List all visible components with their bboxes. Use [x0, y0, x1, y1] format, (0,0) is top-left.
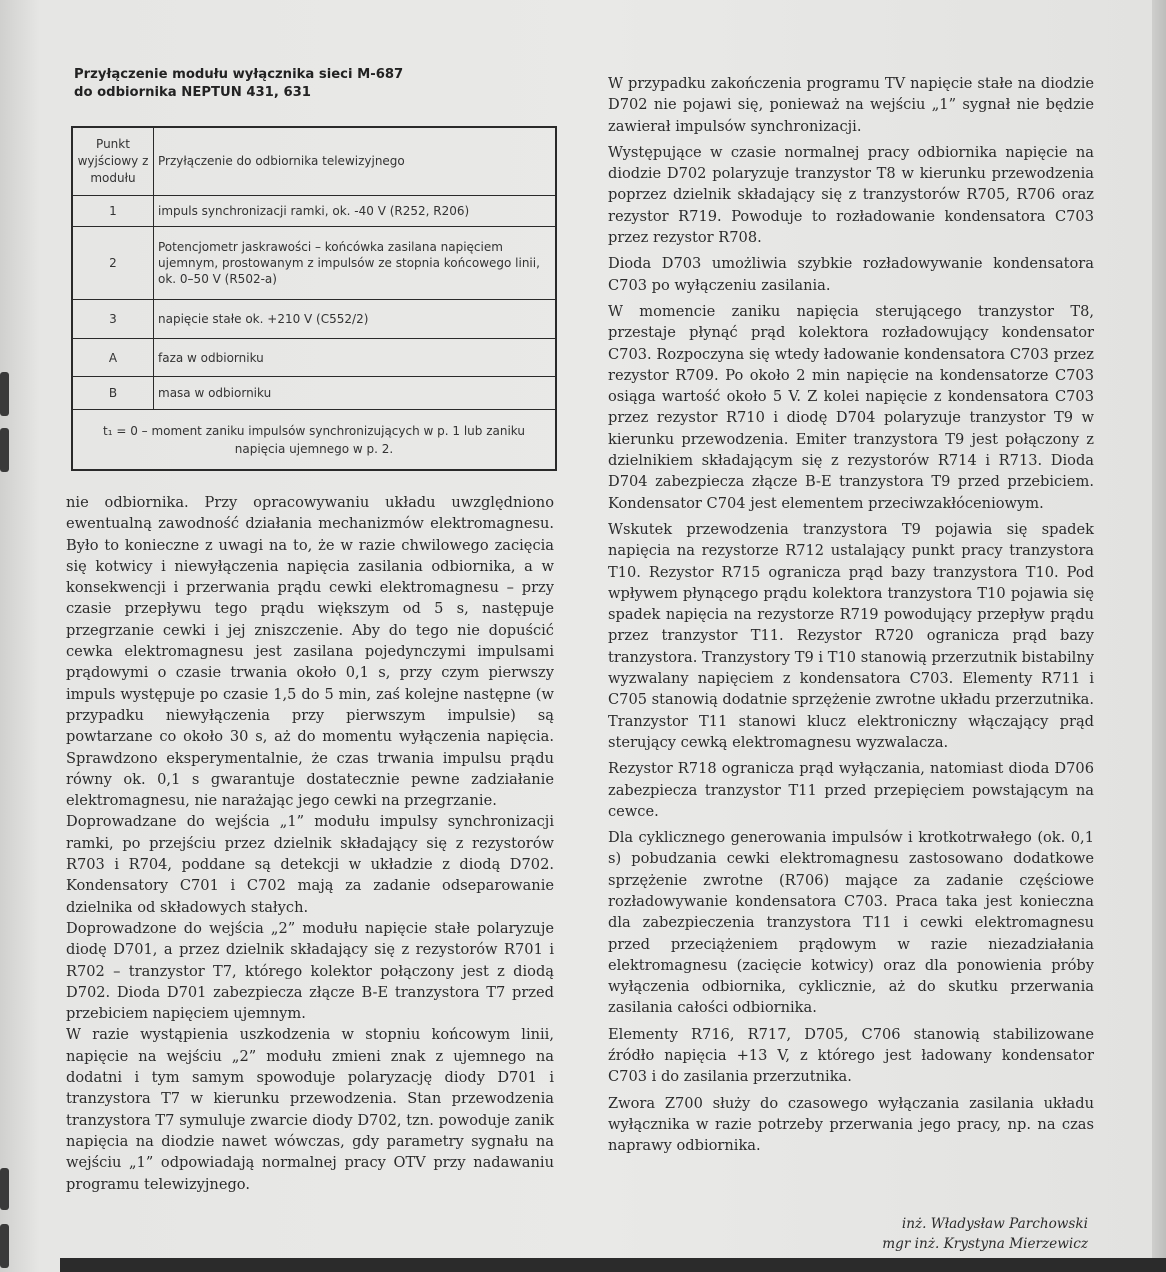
- caption-line-2: do odbiornika NEPTUN 431, 631: [74, 85, 311, 100]
- bottom-edge-band: [60, 1258, 1166, 1272]
- caption-line-1: Przyłączenie modułu wyłącznika sieci M-687: [74, 67, 404, 82]
- paragraph: W momencie zaniku napięcia sterującego tranzystor T8, przestaje płynąć prąd kolektora rozładowujący kondensator C703. Rozpoczyna się wtedy ładowanie kondensatora C703 przez rezystor R709. Po około 2 min napięcie na kondensatorze C703 osiąga wartość około 5 V. Z kolei napięcie z kondensatora C703 przez rezystor R710 i diodę D704 polaryzuje tranzystor T9 w kierunku przewodzenia. Emiter tranzystora T9 jest połączony z dzielnikiem składającym się z rezystorów R714 i R713. Dioda D704 zabezpiecza złącze B-E tranzystora T9 przed przebiciem. Kondensator C704 jest elementem przeciwzakłóceniowym.: [608, 302, 1094, 512]
- left-text-column: [66, 492, 554, 1195]
- table-row: [72, 226, 556, 299]
- table-row: [72, 195, 556, 226]
- author-2: mgr inż. Krystyna Mierzewicz: [882, 1236, 1088, 1252]
- page-edge: [1152, 0, 1166, 1272]
- paragraph: Doprowadzone do wejścia „2” modułu napięcie stałe polaryzuje diodę D701, a przez dzielnik składający się z rezystorów R701 i R702 – tranzystor T7, którego kolektor połączony jest z diodą D702. Dioda D701 zabezpiecza złącze B-E tranzystora T7 przed przebiciem napięciem ujemnym.: [66, 919, 554, 1023]
- paragraph: Dioda D703 umożliwia szybkie rozładowywanie kondensatora C703 po wyłączeniu zasilania.: [608, 255, 1094, 294]
- row-description: masa w odbiorniku: [154, 377, 557, 410]
- row-point: 2: [72, 226, 154, 299]
- paragraph: Dla cyklicznego generowania impulsów i krotkotrwałego (ok. 0,1 s) pobudzania cewki elektromagnesu zastosowano dodatkowe sprzężenie zwrotne (R706) mające za zadanie częściowe rozładowywanie kondensatora C703. Praca taka jest konieczna dla zabezpieczenia tranzystora T11 i cewki elektromagnesu przed przeciążeniem prądowym w razie niezadziałania elektromagnesu (zacięcie kotwicy) oraz dla ponowienia próby wyłączenia odbiornika, cyklicznie, aż do skutku przerwania zasilania całości odbiornika.: [608, 829, 1094, 1017]
- table-row: [72, 338, 556, 376]
- row-description: impuls synchronizacji ramki, ok. -40 V (R252, R206): [154, 195, 557, 226]
- binding-mark: [0, 1168, 9, 1210]
- right-text-column: [608, 73, 1094, 1162]
- paragraph: Wskutek przewodzenia tranzystora T9 pojawia się spadek napięcia na rezystorze R712 ustalający punkt pracy tranzystora T10. Rezystor R715 ogranicza prąd bazy tranzystora T10. Pod wpływem płynącego prądu kolektora tranzystora T10 pojawia się spadek napięcia na rezystorze R719 powodujący przepływ prądu przez tranzystor T11. Rezystor R720 ogranicza prąd bazy tranzystora. Tranzystory T9 i T10 stanowią przerzutnik bistabilny wyzwalany napięciem z kondensatora C703. Elementy R711 i C705 stanowią dodatnie sprzężenie zwrotne układu przerzutnika. Tranzystor T11 stanowi klucz elektroniczny włączający prąd sterujący cewką elektromagnesu wyzwalacza.: [608, 520, 1094, 751]
- row-description: faza w odbiorniku: [154, 338, 557, 376]
- connection-table: [71, 126, 557, 471]
- author-1: inż. Władysław Parchowski: [901, 1216, 1088, 1232]
- paragraph: Doprowadzane do wejścia „1” modułu impulsy synchronizacji ramki, po przejściu przez dzielnik składający się z rezystorów R703 i R704, poddane są detekcji w układzie z diodą D702. Kondensatory C701 i C702 mają za zadanie odseparowanie dzielnika od składowych stałych.: [66, 813, 554, 916]
- table-row: [72, 377, 556, 410]
- table-header-row: [72, 127, 556, 195]
- row-description: napięcie stałe ok. +210 V (C552/2): [154, 299, 557, 338]
- paragraph: Zwora Z700 służy do czasowego wyłączania zasilania układu wyłącznika w razie potrzeby przerwania jego pracy, np. na czas naprawy odbiornika.: [608, 1094, 1094, 1155]
- header-point: Punkt wyjściowy z modułu: [72, 127, 154, 195]
- row-description: Potencjometr jaskrawości – końcówka zasilana napięciem ujemnym, prostowanym z impulsów ze stopnia końcowego linii, ok. 0–50 V (R502-a): [154, 226, 557, 299]
- table-caption: [74, 66, 554, 102]
- paragraph: Elementy R716, R717, D705, C706 stanowią stabilizowane źródło napięcia +13 V, z którego jest ładowany kondensator C703 i do zasilania przerzutnika.: [608, 1025, 1094, 1086]
- table-note-row: [72, 410, 556, 470]
- paragraph: W razie wystąpienia uszkodzenia w stopniu końcowym linii, napięcie na wejściu „2” modułu zmieni znak z ujemnego na dodatni i tym samym spowoduje polaryzację diody D701 i tranzystora T7 w kierunku przewodzenia. Stan przewodzenia tranzystora T7 symuluje zwarcie diody D702, tzn. powoduje zanik napięcia na diodzie nawet wówczas, gdy parametry sygnału na wejściu „1” odpowiadają normalnej pracy OTV przy nadawaniu programu telewizyjnego.: [66, 1026, 554, 1193]
- paragraph: nie odbiornika. Przy opracowywaniu układu uwzględniono ewentualną zawodność działania mechanizmów elektromagnesu. Było to konieczne z uwagi na to, że w razie chwilowego zacięcia się kotwicy i niewyłączenia napięcia zasilania odbiornika, a w konsekwencji i przerwania prądu cewki elektromagnesu – przy czasie przepływu tego prądu większym od 5 s, następuje przegrzanie cewki i jej zniszczenie. Aby do tego nie dopuścić cewka elektromagnesu jest zasilana pojedynczymi impulsami prądowymi o czasie trwania około 0,1 s, przy czym pierwszy impuls występuje po czasie 1,5 do 5 min, zaś kolejne następne (w przypadku niewyłączenia przy pierwszym impulsie) są powtarzane co około 30 s, aż do momentu wyłączenia napięcia. Sprawdzono eksperymentalnie, że czas trwania impulsu prądu równy ok. 0,1 s gwarantuje dostatecznie pewne zadziałanie elektromagnesu, nie narażając jego cewki na przegrzanie.: [66, 494, 554, 810]
- table-note: t₁ = 0 – moment zaniku impulsów synchronizujących w p. 1 lub zaniku napięcia ujemnego w p. 2.: [72, 410, 556, 470]
- row-point: A: [72, 338, 154, 376]
- binding-mark: [0, 1224, 9, 1268]
- row-point: B: [72, 377, 154, 410]
- row-point: 3: [72, 299, 154, 338]
- header-connection: Przyłączenie do odbiornika telewizyjnego: [154, 127, 557, 195]
- paragraph: Rezystor R718 ogranicza prąd wyłączania, natomiast dioda D706 zabezpiecza tranzystor T11 przed przepięciem powstającym na cewce.: [608, 760, 1094, 820]
- paragraph: W przypadku zakończenia programu TV napięcie stałe na diodzie D702 nie pojawi się, ponieważ na wejściu „1” sygnał nie będzie zawierał impulsów synchronizacji.: [608, 75, 1094, 135]
- table-row: [72, 299, 556, 338]
- binding-mark: [0, 372, 9, 416]
- row-point: 1: [72, 195, 154, 226]
- binding-mark: [0, 428, 9, 472]
- paragraph: Występujące w czasie normalnej pracy odbiornika napięcie na diodzie D702 polaryzuje tranzystor T8 w kierunku przewodzenia poprzez dzielnik składający się z tranzystorów R705, R706 oraz rezystor R719. Powoduje to rozładowanie kondensatora C703 przez rezystor R708.: [608, 143, 1094, 247]
